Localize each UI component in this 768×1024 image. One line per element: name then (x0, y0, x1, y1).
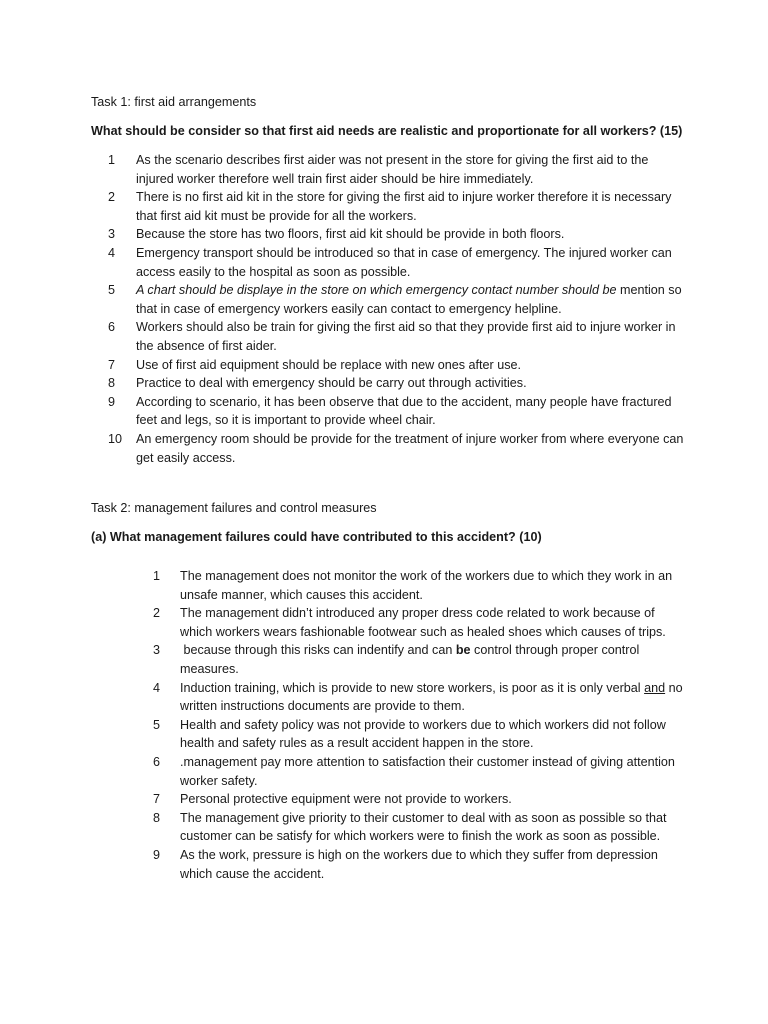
list-item (108, 281, 688, 318)
item-italic-text: A chart should be displaye in the store on which emergency contact number should be (136, 283, 617, 298)
item-underlined-text: and (644, 680, 666, 695)
item-number: 2 (153, 606, 161, 621)
item-text: mention so that in case of emergency workers easily can contact to emergency helpline. (136, 283, 682, 316)
list-item (153, 846, 688, 883)
task2-title: Task 2: management failures and control measures (91, 501, 377, 515)
list-item (108, 151, 688, 188)
item-text: .management pay more attention to satisfaction their customer instead of giving attention worker safety. (180, 754, 675, 788)
list-item (153, 604, 688, 641)
list-item (108, 430, 688, 467)
item-number: 7 (108, 357, 116, 372)
item-number: 6 (153, 754, 161, 769)
list-item (153, 809, 688, 846)
item-text: Personal protective equipment were not provide to workers. (180, 792, 512, 807)
item-number: 8 (153, 810, 161, 825)
item-number: 6 (108, 320, 116, 335)
task2-list (153, 567, 688, 883)
item-text-start: because through this risks can indentify and can (180, 643, 456, 658)
item-text-start: Induction training, which is provide to new store workers, is poor as it is only verbal (180, 680, 645, 695)
list-item (153, 753, 688, 790)
item-number: 2 (108, 190, 116, 205)
item-number: 4 (108, 245, 116, 260)
item-text: Workers should also be train for giving the first aid so that they provide first aid to injure worker in the absence of first aider. (136, 320, 676, 353)
list-item (108, 393, 688, 430)
list-item (153, 567, 688, 604)
list-item (108, 244, 688, 281)
item-number: 5 (108, 283, 116, 298)
task1-list (108, 151, 688, 467)
item-number: 3 (108, 227, 116, 242)
list-item (153, 641, 688, 678)
item-text: no written instructions documents are provide to them. (180, 680, 683, 714)
item-text: An emergency room should be provide for the treatment of injure worker from where everyone can get easily access. (136, 431, 684, 465)
item-text: Practice to deal with emergency should be carry out through activities. (136, 376, 527, 391)
item-text: Because the store has two floors, first aid kit should be provide in both floors. (136, 227, 565, 242)
item-text: control through proper control measures. (180, 643, 640, 676)
item-number: 7 (153, 792, 161, 807)
item-number: 9 (153, 847, 161, 862)
item-text: As the scenario describes first aider was not present in the store for giving the first aid to the injured worker therefore well train first aider should be hire immediately. (136, 153, 649, 186)
list-item (153, 790, 688, 809)
item-number: 4 (153, 680, 161, 695)
list-item (108, 374, 688, 393)
list-item (153, 679, 688, 716)
task1-question: What should be consider so that first aid needs are realistic and proportionate for all workers? (15) (91, 124, 683, 138)
item-text: According to scenario, it has been observe that due to the accident, many people have fractured feet and legs, so it is important to provide wheel chair. (136, 394, 672, 428)
item-text: The management does not monitor the work of the workers due to which they work in an unsafe manner, which causes this accident. (180, 569, 673, 602)
item-text: The management give priority to their customer to deal with as soon as possible so that customer can be satisfy for which workers were to finish the work as soon as possible. (180, 810, 667, 844)
item-text: Emergency transport should be introduced so that in case of emergency. The injured worker can access easily to the hospital as soon as possible. (136, 245, 672, 279)
item-text: There is no first aid kit in the store for giving the first aid to injure worker therefore it is necessary that first aid kit must be provide for all the workers. (136, 190, 672, 223)
list-item (108, 356, 688, 375)
item-number: 3 (153, 643, 161, 658)
item-text: Use of first aid equipment should be replace with new ones after use. (136, 357, 522, 372)
list-item (108, 188, 688, 225)
item-text: Health and safety policy was not provide to workers due to which workers did not follow health and safety rules as a result accident happen in the store. (180, 717, 666, 751)
item-bold-text: be (455, 643, 471, 658)
item-number: 8 (108, 376, 116, 391)
list-item (153, 716, 688, 753)
item-number: 1 (153, 569, 161, 583)
list-item (108, 225, 688, 244)
item-number: 5 (153, 717, 161, 732)
item-text: As the work, pressure is high on the workers due to which they suffer from depression which cause the accident. (180, 847, 658, 881)
task2-question: (a) What management failures could have contributed to this accident? (10) (91, 530, 542, 544)
list-item (108, 318, 688, 355)
item-number: 1 (108, 153, 116, 167)
item-number: 10 (108, 431, 123, 446)
item-text: The management didn’t introduced any proper dress code related to work because of which workers wears fashionable footwear such as healed shoes which causes of trips. (180, 606, 666, 639)
task1-title: Task 1: first aid arrangements (91, 95, 257, 109)
item-number: 9 (108, 394, 116, 409)
